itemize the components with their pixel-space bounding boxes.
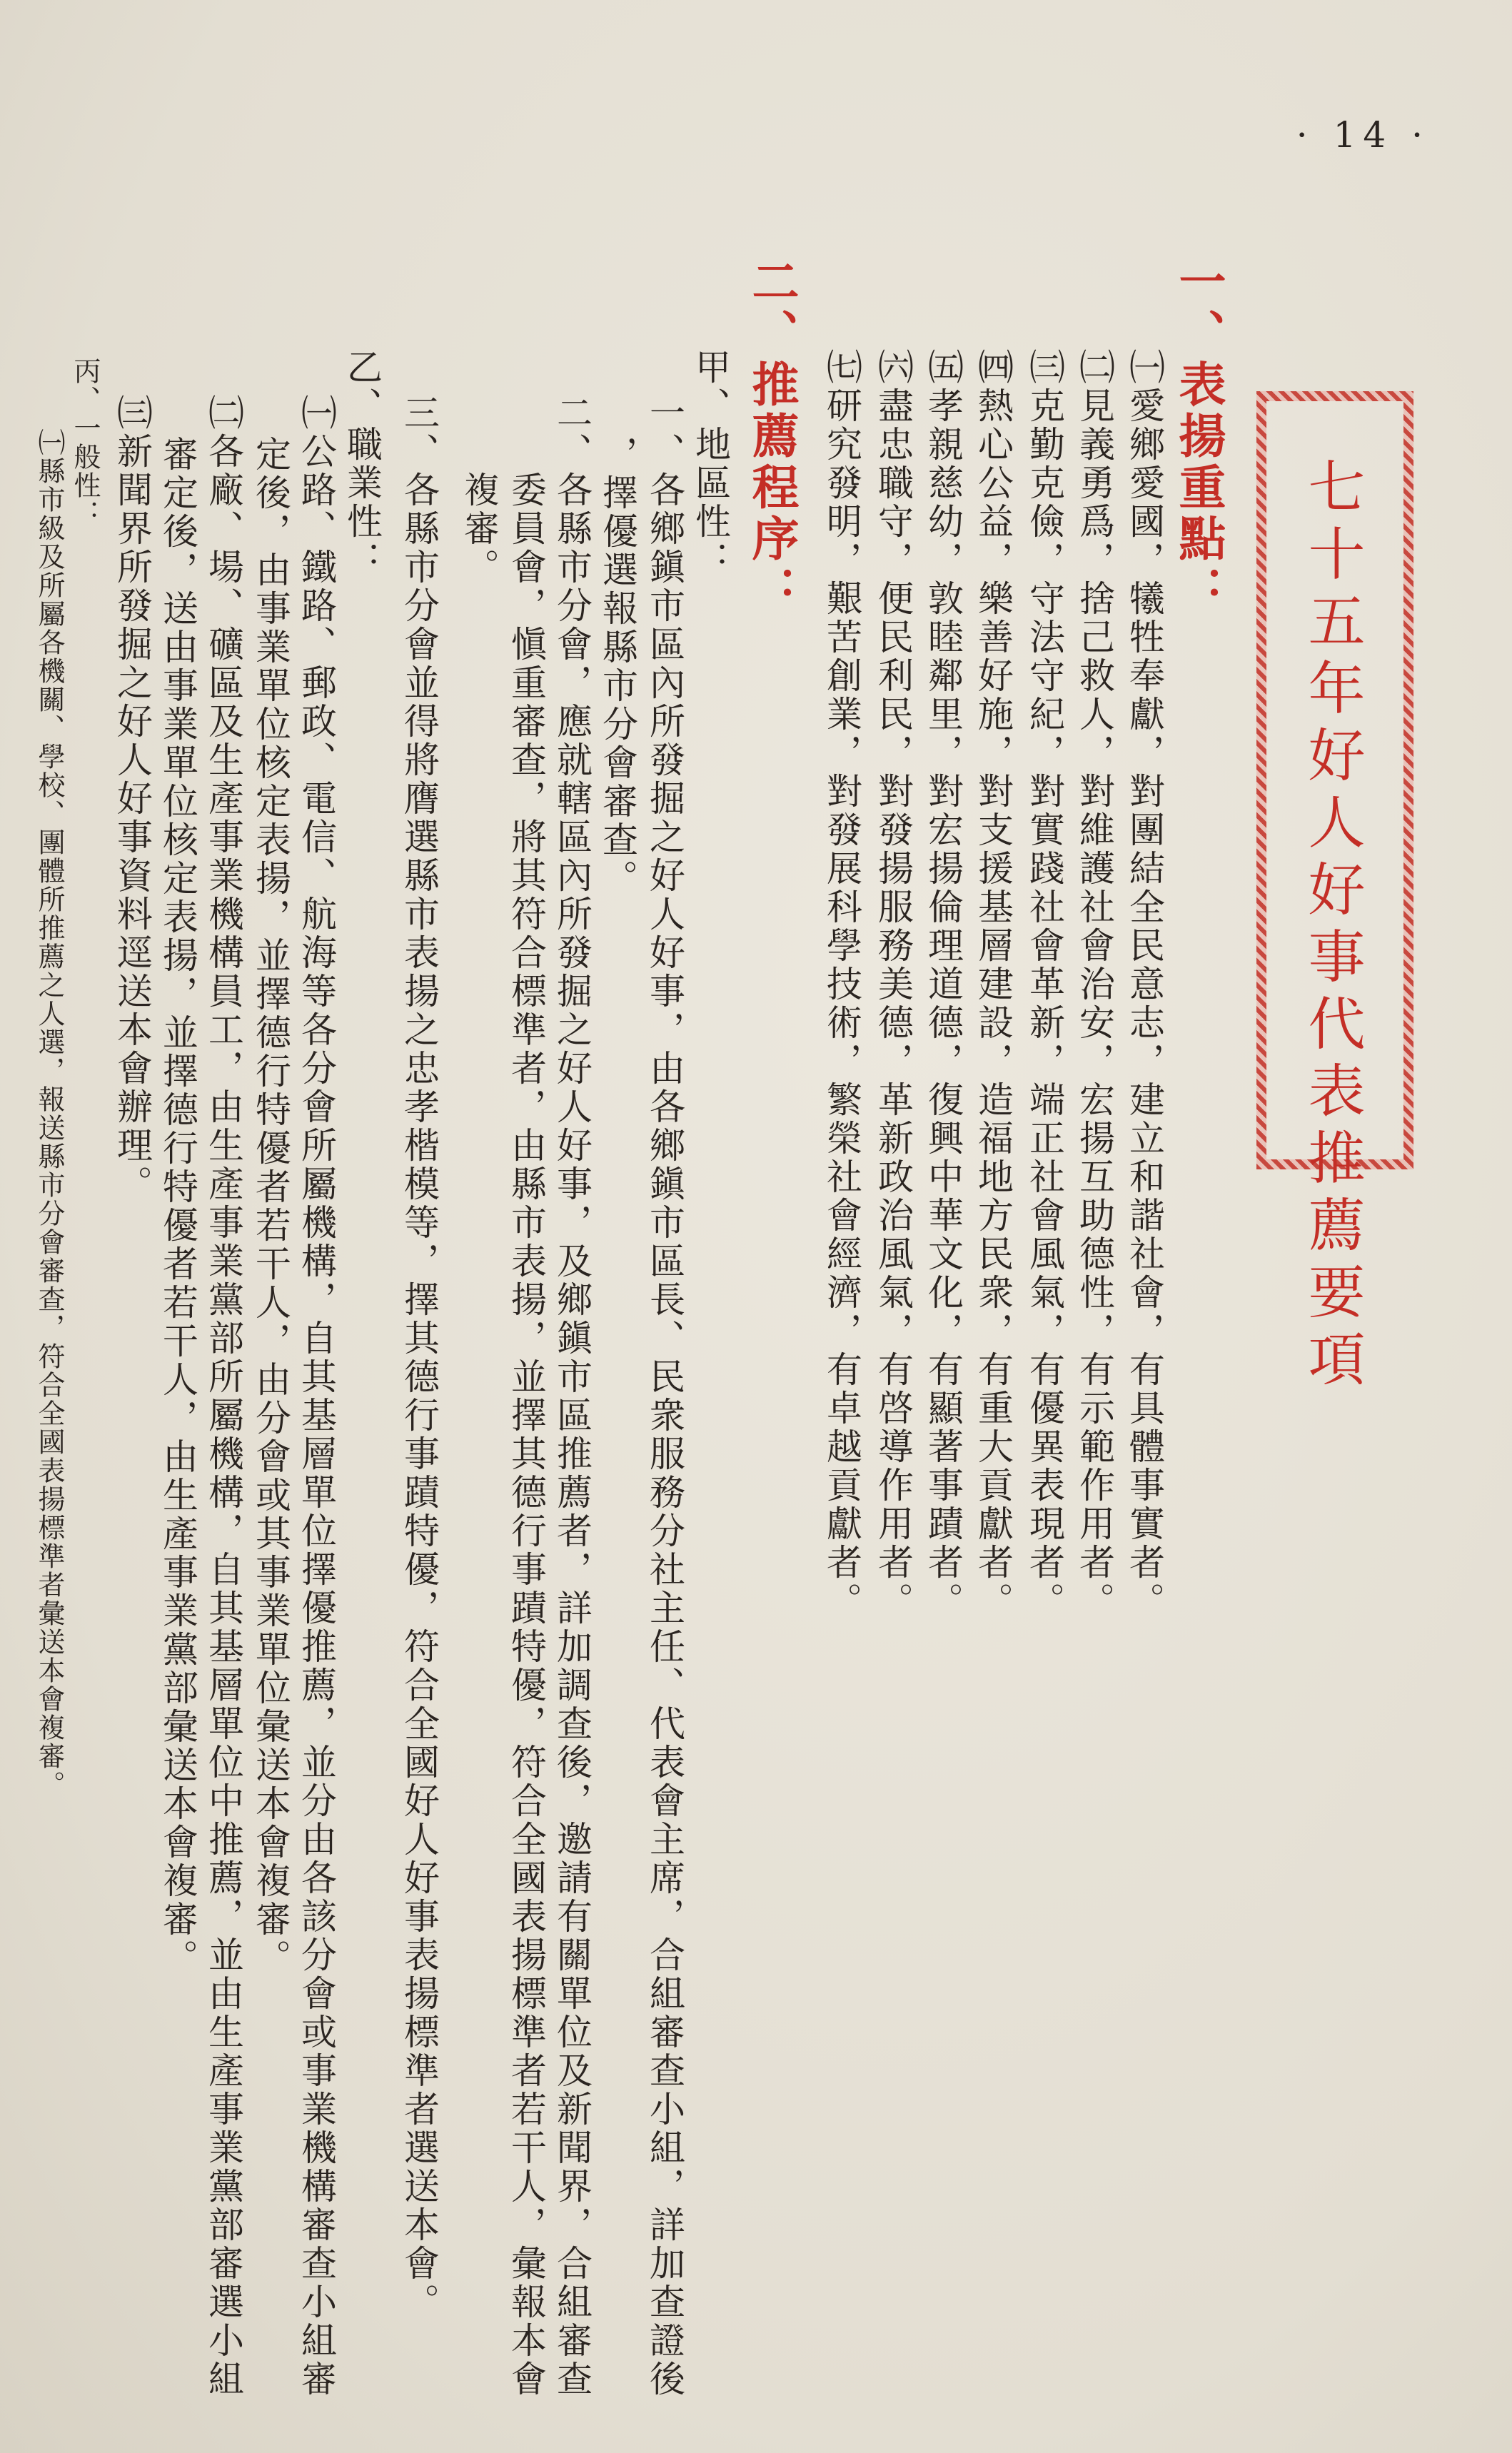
section1-item-3: ㈢克勤克儉，守法守紀，對實踐社會革新，端正社會風氣，有優異表現者。 [1024, 348, 1065, 1621]
section2-subheading-general: 丙、一般性： [69, 357, 101, 528]
section2-line: 複審。 [458, 471, 500, 587]
section1-item-7: ㈦研究發明，艱苦創業，對發展科學技術，繁榮社會經濟，有卓越貢獻者。 [821, 348, 862, 1621]
section1-item-1: ㈠愛鄉愛國，犧牲奉獻，對團結全民意志，建立和諧社會，有具體事實者。 [1124, 348, 1165, 1621]
page-title: 七十五年好人好事代表推薦要項 [1299, 457, 1365, 1396]
section2-line: ㈢新聞界所發掘之好人好事資料逕送本會辦理。 [111, 394, 153, 1204]
section2-line: 一、各鄉鎭市區內所發掘之好人好事，由各鄉鎭市區長、民衆服務分社主任、代表會主席，合組審查小組，詳加查證後 [644, 394, 685, 2399]
section2-line: 定後，由事業單位核定表揚，並擇德行特優者若干人，由分會或其事業單位彙送本會複審。 [250, 435, 291, 1978]
section1-item-4: ㈣熱心公益，樂善好施，對支援基層建設，造福地方民衆，有重大貢獻者。 [972, 348, 1014, 1621]
page-number: · 14 · [1296, 114, 1430, 156]
section2-line: ㈠公路、鐵路、郵政、電信、航海等各分會所屬機構，自其基層單位擇優推薦，並分由各該分會或事業機構審查小組審 [296, 394, 337, 2399]
section2-line: 三、各縣市分會並得將膺選縣市表揚之忠孝楷模等，擇其德行事蹟特優，符合全國好人好事表揚標準者選送本會。 [398, 394, 440, 2322]
section2-heading: 二、推薦程序： [744, 257, 800, 617]
section2-line: 二、各縣市分會，應就轄區內所發掘之好人好事，及鄉鎭市區推薦者，詳加調查後，邀請有關單位及新聞界，合組審查 [551, 394, 593, 2399]
section2-subheading-regional: 甲、地區性： [690, 348, 731, 580]
section2-subheading-occupational: 乙、職業性： [341, 348, 383, 580]
section2-line: ㈠縣市級及所屬各機關、學校、團體所推薦之人選，報送縣市分會審查，符合全國表揚標準者彙送本會複審。 [34, 428, 65, 1799]
section1-item-5: ㈤孝親慈幼，敦睦鄰里，對宏揚倫理道德，復興中華文化，有顯著事蹟者。 [922, 348, 964, 1621]
section1-item-6: ㈥盡忠職守，便民利民，對發揚服務美德，革新政治風氣，有啓導作用者。 [872, 348, 914, 1621]
section2-line: ，擇優選報縣市分會審查。 [597, 435, 638, 898]
section2-line: ㈡各廠、場、礦區及生產事業機構員工，由生產事業黨部所屬機構，自其基層單位中推薦，並由生產事業黨部審選小組 [203, 394, 244, 2399]
section2-line: 委員會，愼重審查，將其符合標準者，由縣市表揚，並擇其德行事蹟特優，符合全國表揚標準者若干人，彙報本會 [505, 471, 547, 2399]
section2-line: 審定後，送由事業單位核定表揚，並擇德行特優者若干人，由生產事業黨部彙送本會複審。 [157, 435, 198, 1978]
section1-heading: 一、表揚重點： [1171, 257, 1226, 617]
section1-item-2: ㈡見義勇爲，捨己救人，對維護社會治安，宏揚互助德性，有示範作用者。 [1074, 348, 1115, 1621]
